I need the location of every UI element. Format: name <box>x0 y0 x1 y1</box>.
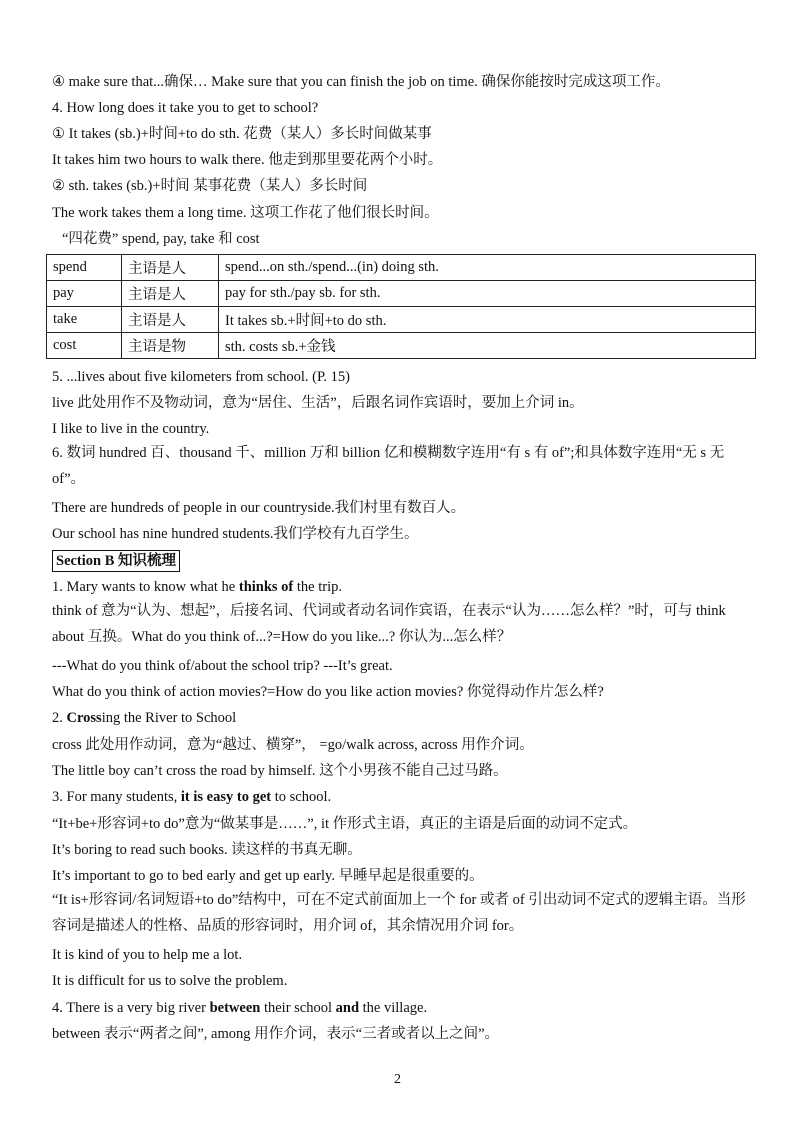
text-line: I like to live in the country. <box>52 421 210 437</box>
text-segment: 3. For many students, <box>52 789 181 805</box>
text-line: What do you think of action movies?=How do you like action movies? 你觉得动作片怎么样? <box>52 684 604 700</box>
text-line: 5. ...lives about five kilometers from school. (P. 15) <box>52 369 351 385</box>
text-line: It is kind of you to help me a lot. <box>52 947 243 963</box>
table-cell: 主语是人 <box>122 255 219 281</box>
table-cell: spend <box>47 255 122 281</box>
text-line <box>52 708 236 728</box>
text-line <box>52 787 331 807</box>
text-line: The work takes them a long time. 这项工作花了他们很长时间。 <box>52 205 439 221</box>
bold-phrase: thinks of <box>238 579 294 595</box>
table-cell: 主语是人 <box>122 281 219 307</box>
text-paragraph: 6. 数词 hundred 百、thousand 千、million 万和 billion 亿和模糊数字连用“有 s 有 of”;和具体数字连用“无 s 无 of”。 <box>52 445 725 487</box>
text-segment: 2. <box>52 710 67 726</box>
section-b-title: Section B 知识梳理 <box>52 550 180 572</box>
table-cell: sth. costs sb.+金钱 <box>219 333 756 359</box>
table-cell: pay <box>47 281 122 307</box>
four-costs-table <box>46 254 756 359</box>
text-segment: 1. Mary wants to know what he <box>52 579 239 595</box>
text-line: Our school has nine hundred students.我们学校有九百学生。 <box>52 526 419 542</box>
text-line: It’s important to go to bed early and get up early. 早睡早起是很重要的。 <box>52 868 484 884</box>
bold-phrase: between <box>209 1000 261 1016</box>
table-cell: spend...on sth./spend...(in) doing sth. <box>219 255 756 281</box>
text-line: ---What do you think of/about the school trip? ---It’s great. <box>52 658 393 674</box>
table-cell: It takes sb.+时间+to do sth. <box>219 307 756 333</box>
text-segment: ing the River to School <box>101 710 237 726</box>
text-segment: 4. There is a very big river <box>52 1000 210 1016</box>
text-line: ② sth. takes (sb.)+时间 某事花费（某人）多长时间 <box>52 178 368 194</box>
text-line: ① It takes (sb.)+时间+to do sth. 花费（某人）多长时间做某事 <box>52 126 432 142</box>
text-line: ④ make sure that...确保… Make sure that you can finish the job on time. 确保你能按时完成这项工作。 <box>52 74 670 90</box>
page-number: 2 <box>394 1072 401 1087</box>
table-caption: “四花费” spend, pay, take 和 cost <box>62 231 260 247</box>
bold-phrase: Cross <box>66 710 102 726</box>
table-row <box>47 255 756 281</box>
text-segment: their school <box>260 1000 336 1016</box>
text-segment: the village. <box>359 1000 428 1016</box>
text-line <box>52 998 427 1018</box>
table-cell: 主语是人 <box>122 307 219 333</box>
table-cell: pay for sth./pay sb. for sth. <box>219 281 756 307</box>
bold-phrase: it is easy to get <box>180 789 272 805</box>
text-line: cross 此处用作动词，意为“越过、横穿”， =go/walk across, across 用作介词。 <box>52 737 534 753</box>
table-cell: cost <box>47 333 122 359</box>
table-row <box>47 333 756 359</box>
text-line: “It+be+形容词+to do”意为“做某事是……”, it 作形式主语，真正的主语是后面的动词不定式。 <box>52 816 638 832</box>
text-line: 4. How long does it take you to get to school? <box>52 100 319 116</box>
bold-phrase: and <box>335 1000 360 1016</box>
table-row <box>47 281 756 307</box>
text-segment: to school. <box>271 789 332 805</box>
text-paragraph: “It is+形容词/名词短语+to do”结构中，可在不定式前面加上一个 for 或者 of 引出动词不定式的逻辑主语。当形容词是描述人的性格、品质的形容词时，用介词 of，其余情况用介词 for。 <box>52 892 746 934</box>
text-paragraph: think of 意为“认为、想起”，后接名词、代词或者动名词作宾语，在表示“认为……怎么样？”时，可与 think about 互换。What do you think of...?=How do you like...? 你认为...怎么样？ <box>52 603 726 645</box>
text-line: It is difficult for us to solve the problem. <box>52 973 288 989</box>
text-line: It’s boring to read such books. 读这样的书真无聊。 <box>52 842 362 858</box>
section-heading <box>52 550 180 572</box>
text-segment: the trip. <box>293 579 342 595</box>
table-cell: take <box>47 307 122 333</box>
text-line: It takes him two hours to walk there. 他走到那里要花两个小时。 <box>52 152 443 168</box>
text-line: There are hundreds of people in our countryside.我们村里有数百人。 <box>52 500 466 516</box>
text-line: live 此处用作不及物动词，意为“居住、生活”，后跟名词作宾语时，要加上介词 in。 <box>52 395 584 411</box>
text-line: between 表示“两者之间”, among 用作介词，表示“三者或者以上之间”。 <box>52 1026 500 1042</box>
text-line <box>52 577 342 597</box>
table-cell: 主语是物 <box>122 333 219 359</box>
table-row <box>47 307 756 333</box>
text-line: The little boy can’t cross the road by himself. 这个小男孩不能自己过马路。 <box>52 763 508 779</box>
